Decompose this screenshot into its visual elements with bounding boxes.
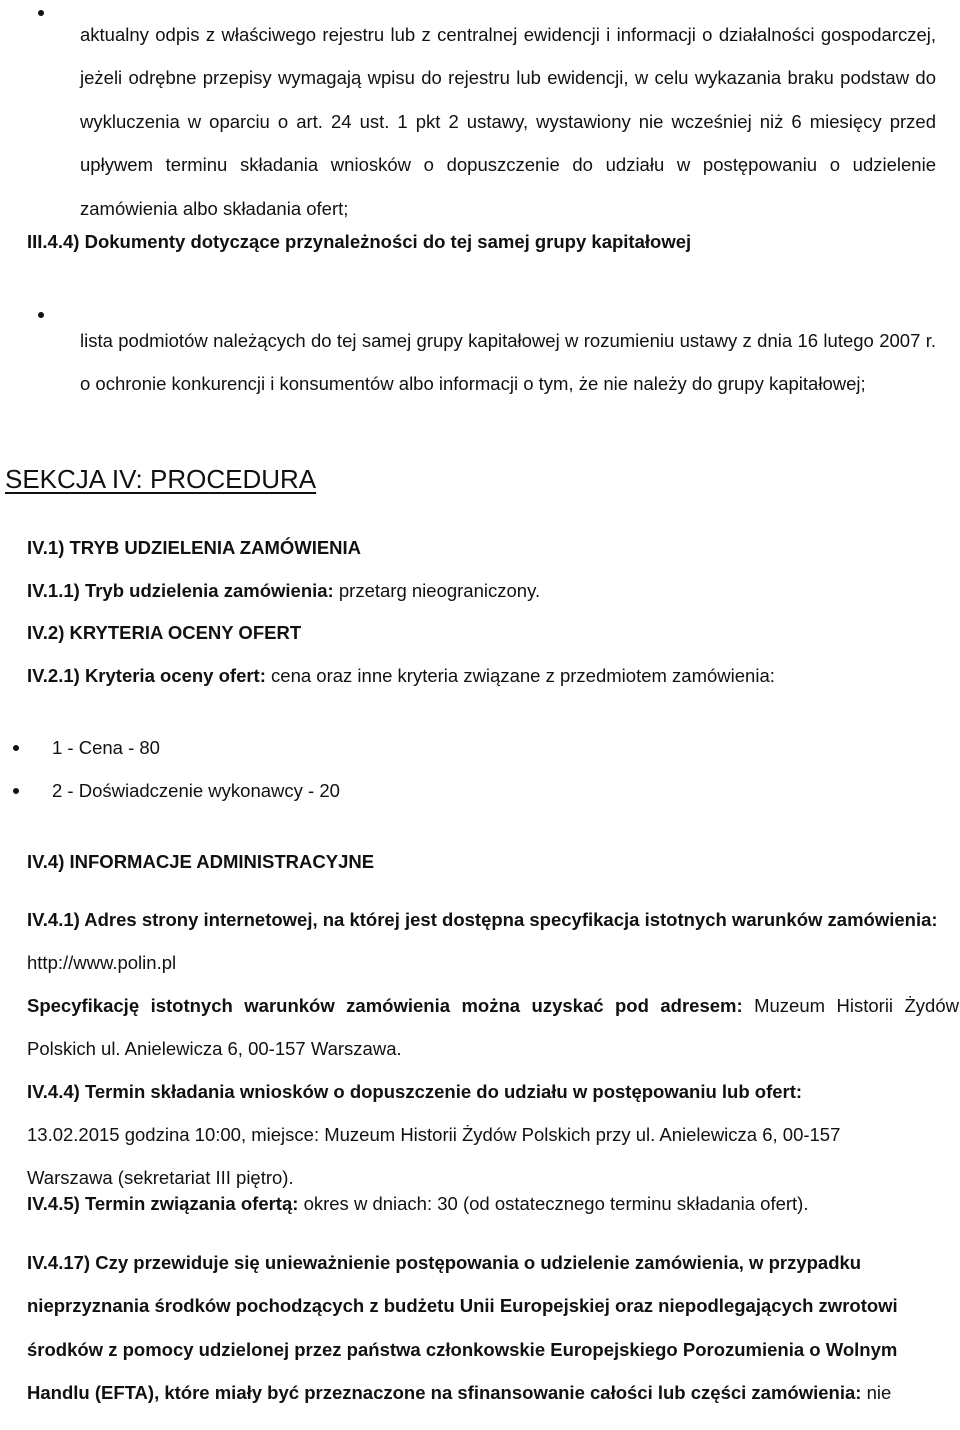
field-value: przetarg nieograniczony. bbox=[338, 580, 541, 601]
heading-IV-1: IV.1) TRYB UDZIELENIA ZAMÓWIENIA bbox=[27, 537, 362, 558]
criteria-item: 1 - Cena - 80 bbox=[52, 737, 160, 758]
section-heading-III-4-4: III.4.4) Dokumenty dotyczące przynależności do tej samej grupy kapitałowej bbox=[27, 231, 692, 252]
field-IV-2-1 bbox=[27, 665, 775, 687]
list-item-capital-group: lista podmiotów należących do tej samej grupy kapitałowej w rozumieniu ustawy z dnia 16 lutego 2007 r. o ochronie konkurencji i konsumentów albo informacji o tym, że nie należy do grupy kapitałowej; bbox=[80, 329, 936, 394]
heading-IV-4: IV.4) INFORMACJE ADMINISTRACYJNE bbox=[27, 851, 375, 872]
field-value: Muzeum Historii Żydów Polskich ul. Anielewicza 6, 00-157 Warszawa. bbox=[27, 994, 959, 1059]
field-label: IV.4.1) Adres strony internetowej, na której jest dostępna specyfikacja istotnych warunków zamówienia: bbox=[27, 908, 938, 930]
field-IV-4-1 bbox=[27, 898, 947, 984]
field-value: nie bbox=[866, 1382, 892, 1403]
field-label: IV.4.5) Termin związania ofertą: bbox=[27, 1193, 299, 1214]
heading-IV-2: IV.2) KRYTERIA OCENY OFERT bbox=[27, 622, 302, 643]
criteria-item: 2 - Doświadczenie wykonawcy - 20 bbox=[52, 780, 340, 801]
bullet-dot bbox=[38, 312, 44, 318]
field-label: IV.4.4) Termin składania wniosków o dopuszczenie do udziału w postępowaniu lub ofert: bbox=[27, 1080, 803, 1102]
bullet-dot bbox=[38, 10, 44, 16]
section-title: SEKCJA IV: PROCEDURA bbox=[5, 464, 317, 494]
field-value: okres w dniach: 30 (od ostatecznego terminu składania ofert). bbox=[303, 1193, 809, 1214]
field-siwz-address bbox=[27, 984, 959, 1070]
field-IV-4-17 bbox=[27, 1241, 907, 1415]
field-IV-4-5 bbox=[27, 1193, 808, 1215]
bullet-dot bbox=[13, 788, 19, 794]
field-label: Specyfikację istotnych warunków zamówienia można uzyskać pod adresem: bbox=[27, 994, 743, 1016]
field-label: IV.2.1) Kryteria oceny ofert: bbox=[27, 665, 266, 686]
field-label: IV.4.17) Czy przewiduje się unieważnienie postępowania o udzielenie zamówienia, w przypadku nieprzyznania środków pochodzących z budżetu Unii Europejskiej oraz niepodlegających zwrotowi środków z pomocy udzielonej przez państwa członkowskie Europejskiego Porozumienia o Wolnym Handlu (EFTA), które miały być przeznaczone na sfinansowanie całości lub części zamówienia: bbox=[27, 1251, 898, 1403]
list-item-registry-extract: aktualny odpis z właściwego rejestru lub z centralnej ewidencji i informacji o działalności gospodarczej, jeżeli odrębne przepisy wymagają wpisu do rejestru lub ewidencji, w celu wykazania braku podstaw do wykluczenia w oparciu o art. 24 ust. 1 pkt 2 ustawy, wystawiony nie wcześniej niż 6 miesięcy przed upływem terminu składania wniosków o dopuszczenie do udziału w postępowaniu o udzielenie zamówienia albo składania ofert; bbox=[80, 23, 936, 219]
field-label: IV.1.1) Tryb udzielenia zamówienia: bbox=[27, 580, 334, 601]
field-value: cena oraz inne kryteria związane z przedmiotem zamówienia: bbox=[271, 665, 775, 686]
bullet-dot bbox=[13, 745, 19, 751]
field-value: 13.02.2015 godzina 10:00, miejsce: Muzeum Historii Żydów Polskich przy ul. Anielewicza 6, 00-157 Warszawa (sekretariat III piętro). bbox=[27, 1123, 841, 1188]
field-IV-1-1 bbox=[27, 580, 540, 602]
field-IV-4-4 bbox=[27, 1070, 887, 1199]
field-value: http://www.polin.pl bbox=[27, 951, 177, 973]
